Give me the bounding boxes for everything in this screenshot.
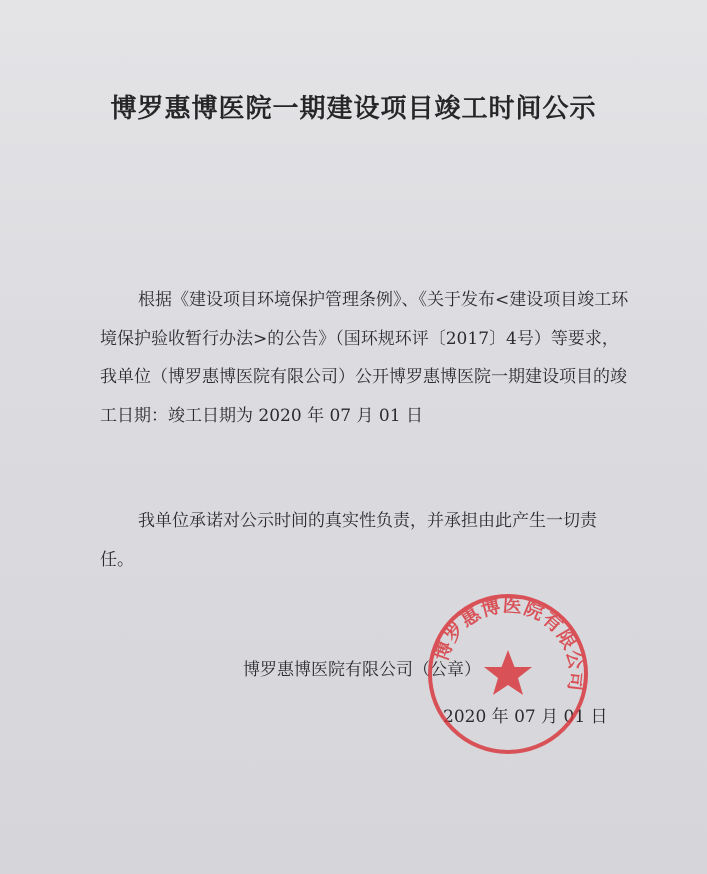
company-signoff: 博罗惠博医院有限公司（公章） [243, 660, 481, 680]
signoff-date: 2020 年 07 月 01 日 [443, 707, 608, 727]
paragraph-1 [100, 281, 630, 435]
paragraph-2-text: 我单位承诺对公示时间的真实性负责，并承担由此产生一切责任。 [100, 511, 597, 570]
svg-text:博罗惠博医院有限公司: 博罗惠博医院有限公司 [430, 594, 588, 694]
official-seal-icon [424, 590, 592, 758]
paragraph-1-text: 根据《建设项目环境保护管理条例》、《关于发布<建设项目竣工环境保护验收暂行办法>的公告》（国环规环评〔2017〕4号）等要求，我单位（博罗惠博医院有限公司）公开博罗惠博医院一期建设项目的竣工日期：竣工日期为 2020 年 07 月 01 日 [100, 290, 629, 426]
paragraph-2 [100, 502, 630, 579]
document-title: 博罗惠博医院一期建设项目竣工时间公示 [110, 94, 597, 124]
